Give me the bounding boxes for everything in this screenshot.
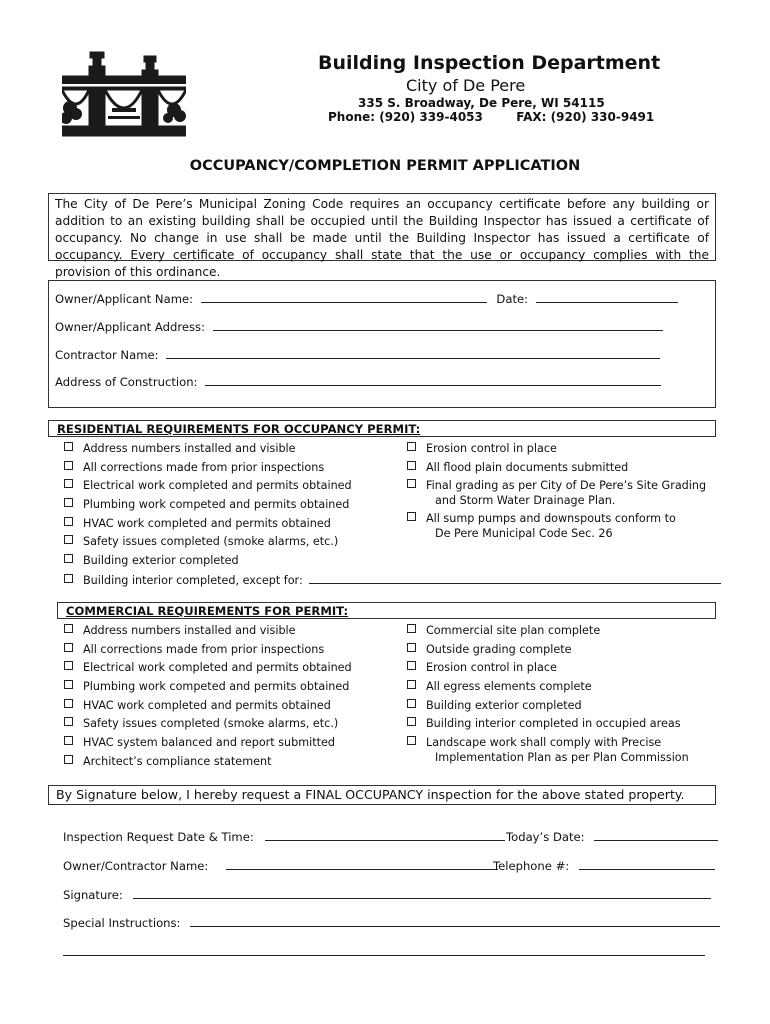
owner-contractor-field[interactable] xyxy=(226,859,498,870)
fax-number: FAX: (920) 330-9491 xyxy=(516,110,655,124)
todays-date-label: Today’s Date: xyxy=(506,830,585,844)
checkbox[interactable] xyxy=(64,661,73,670)
checkbox[interactable] xyxy=(64,535,73,544)
checkbox[interactable] xyxy=(407,643,416,652)
com-item: Plumbing work competed and permits obtained xyxy=(64,680,349,693)
checkbox[interactable] xyxy=(407,736,416,745)
owner-contractor-row xyxy=(63,859,498,873)
owner-address-field[interactable] xyxy=(213,320,663,331)
com-item: All egress elements complete xyxy=(407,680,592,693)
com-item: Architect’s compliance statement xyxy=(64,755,271,768)
checkbox[interactable] xyxy=(64,479,73,488)
checkbox[interactable] xyxy=(407,512,416,521)
checkbox[interactable] xyxy=(407,442,416,451)
com-item: Landscape work shall comply with Precise xyxy=(407,736,661,749)
todays-date-row xyxy=(506,830,718,844)
special-instructions-label: Special Instructions: xyxy=(63,916,181,930)
res-item-continued: De Pere Municipal Code Sec. 26 xyxy=(435,527,613,540)
construction-address-row xyxy=(55,375,661,389)
com-item: All corrections made from prior inspections xyxy=(64,643,324,656)
contractor-name-field[interactable] xyxy=(166,348,660,359)
city-name: City of De Pere xyxy=(406,76,526,95)
checkbox[interactable] xyxy=(407,479,416,488)
contractor-name-label: Contractor Name: xyxy=(55,348,159,362)
res-item: Final grading as per City of De Pere’s Site Grading xyxy=(407,479,706,492)
com-item: HVAC work completed and permits obtained xyxy=(64,699,331,712)
department-address: 335 S. Broadway, De Pere, WI 54115 xyxy=(358,96,605,110)
intro-paragraph: The City of De Pere’s Municipal Zoning Code requires an occupancy certificate before any building or addition to an existing building shall be occupied until the Building Inspector has issued a certificate of occupancy. No change in use shall be made until the Building Inspector has issued a certificate of occupancy. Every certificate of occupancy shall state that the use or occupancy complies with the provision of this ordinance. xyxy=(48,193,716,261)
contractor-row xyxy=(55,348,660,362)
owner-name-field[interactable] xyxy=(201,292,487,303)
owner-address-label: Owner/Applicant Address: xyxy=(55,320,205,334)
interior-exception-field[interactable] xyxy=(309,573,721,584)
checkbox[interactable] xyxy=(64,755,73,764)
com-item: Outside grading complete xyxy=(407,643,572,656)
department-name: Building Inspection Department xyxy=(318,52,661,74)
checkbox[interactable] xyxy=(407,717,416,726)
checkbox[interactable] xyxy=(64,736,73,745)
phone-number: Phone: (920) 339-4053 xyxy=(328,110,483,124)
com-item: Building interior completed in occupied areas xyxy=(407,717,681,730)
res-item: Electrical work completed and permits obtained xyxy=(64,479,352,492)
construction-address-field[interactable] xyxy=(205,375,661,386)
checkbox[interactable] xyxy=(407,461,416,470)
com-item-continued: Implementation Plan as per Plan Commission xyxy=(435,751,689,764)
checkbox[interactable] xyxy=(64,624,73,633)
telephone-row xyxy=(493,859,715,873)
checkbox[interactable] xyxy=(407,680,416,689)
special-instructions-field[interactable] xyxy=(190,916,720,927)
todays-date-field[interactable] xyxy=(594,830,718,841)
com-item: Erosion control in place xyxy=(407,661,557,674)
com-item: Address numbers installed and visible xyxy=(64,624,296,637)
res-item: All sump pumps and downspouts conform to xyxy=(407,512,676,525)
residential-heading: RESIDENTIAL REQUIREMENTS FOR OCCUPANCY PERMIT: xyxy=(48,420,716,437)
checkbox[interactable] xyxy=(407,699,416,708)
com-item: Building exterior completed xyxy=(407,699,582,712)
checkbox[interactable] xyxy=(407,661,416,670)
owner-name-label: Owner/Applicant Name: xyxy=(55,292,194,306)
res-item: All corrections made from prior inspections xyxy=(64,461,324,474)
com-item: Electrical work completed and permits obtained xyxy=(64,661,352,674)
checkbox[interactable] xyxy=(64,517,73,526)
com-item: Commercial site plan complete xyxy=(407,624,600,637)
telephone-field[interactable] xyxy=(579,859,715,870)
telephone-label: Telephone #: xyxy=(493,859,570,873)
checkbox[interactable] xyxy=(64,699,73,708)
checkbox[interactable] xyxy=(64,442,73,451)
checkbox[interactable] xyxy=(64,461,73,470)
res-item: Erosion control in place xyxy=(407,442,557,455)
checkbox[interactable] xyxy=(64,643,73,652)
checkbox[interactable] xyxy=(64,498,73,507)
checkbox[interactable] xyxy=(64,554,73,563)
city-bridge-logo xyxy=(62,48,186,138)
owner-address-row xyxy=(55,320,663,334)
signature-row xyxy=(63,888,711,902)
res-item: Address numbers installed and visible xyxy=(64,442,296,455)
res-item-interior: Building interior completed, except for: xyxy=(64,573,721,587)
date-field[interactable] xyxy=(536,292,678,303)
commercial-heading: COMMERCIAL REQUIREMENTS FOR PERMIT: xyxy=(57,602,716,619)
special-instructions-row xyxy=(63,916,720,930)
res-item: Safety issues completed (smoke alarms, etc.) xyxy=(64,535,338,548)
checkbox[interactable] xyxy=(407,624,416,633)
res-item: Building exterior completed xyxy=(64,554,239,567)
com-item: HVAC system balanced and report submitted xyxy=(64,736,335,749)
signature-statement: By Signature below, I hereby request a FINAL OCCUPANCY inspection for the above stated property. xyxy=(48,785,716,805)
owner-name-row xyxy=(55,292,678,306)
contact-line xyxy=(328,110,654,124)
form-title: OCCUPANCY/COMPLETION PERMIT APPLICATION xyxy=(189,158,581,174)
checkbox[interactable] xyxy=(64,680,73,689)
res-item: HVAC work completed and permits obtained xyxy=(64,517,331,530)
res-item: Plumbing work competed and permits obtained xyxy=(64,498,349,511)
com-item: Safety issues completed (smoke alarms, etc.) xyxy=(64,717,338,730)
checkbox[interactable] xyxy=(64,717,73,726)
inspection-date-row xyxy=(63,830,505,844)
res-item: All flood plain documents submitted xyxy=(407,461,628,474)
res-item-continued: and Storm Water Drainage Plan. xyxy=(435,494,616,507)
date-label: Date: xyxy=(496,292,529,306)
checkbox[interactable] xyxy=(64,574,73,583)
inspection-date-label: Inspection Request Date & Time: xyxy=(63,830,254,844)
signature-field[interactable] xyxy=(133,888,711,899)
inspection-date-field[interactable] xyxy=(265,830,505,841)
construction-address-label: Address of Construction: xyxy=(55,375,198,389)
owner-contractor-label: Owner/Contractor Name: xyxy=(63,859,209,873)
special-instructions-extra-line[interactable] xyxy=(63,945,705,956)
signature-label: Signature: xyxy=(63,888,123,902)
